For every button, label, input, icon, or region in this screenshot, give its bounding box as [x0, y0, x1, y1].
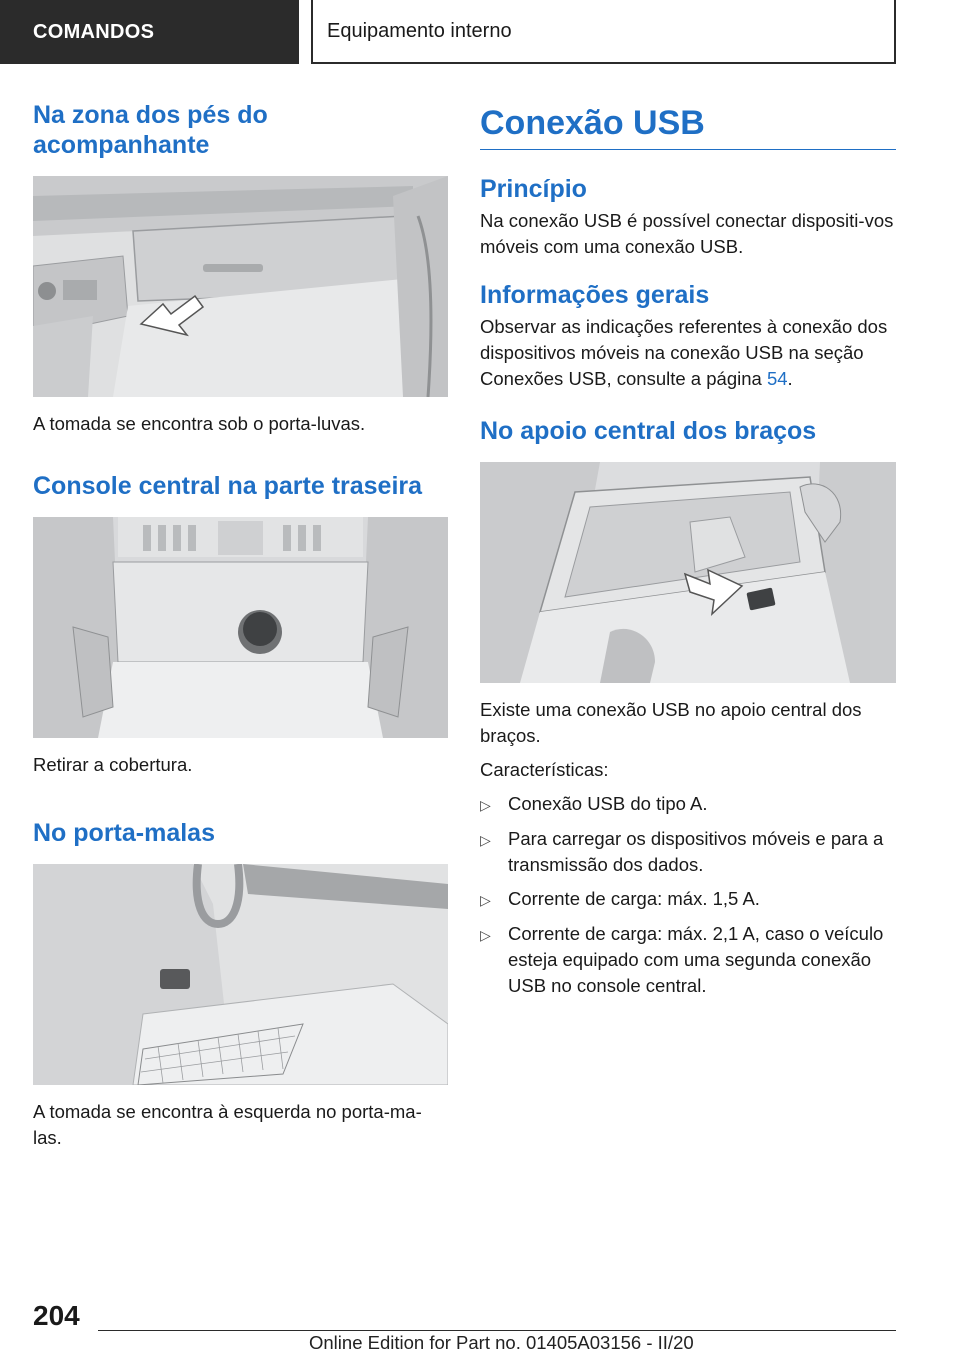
list-item: ▷ Corrente de carga: máx. 2,1 A, caso o veículo esteja equipado com uma segunda conexão USB no console central. [480, 921, 896, 999]
footwell-caption: A tomada se encontra sob o porta-luvas. [33, 413, 366, 434]
page-link[interactable]: 54 [766, 368, 788, 389]
footwell-illustration [33, 176, 448, 397]
bullet-triangle-icon: ▷ [480, 797, 491, 813]
trunk-illustration [33, 864, 448, 1085]
title-rule [480, 149, 896, 150]
list-item: ▷ Conexão USB do tipo A. [480, 791, 896, 818]
header-chapter: Equipamento interno [311, 0, 896, 64]
features-label: Características: [480, 759, 609, 780]
principle-text: Na conexão USB é possível conectar dispositi-vos móveis com uma conexão USB. [480, 210, 894, 257]
edition-text: Online Edition for Part no. 01405A03156 - II/20 [309, 1332, 694, 1353]
footwell-heading: Na zona dos pés do acompanhante [33, 101, 268, 159]
footer-rule [98, 1330, 896, 1331]
usb-title: Conexão USB [480, 104, 705, 142]
armrest-heading: No apoio central dos braços [480, 417, 817, 445]
rear-console-heading: Console central na parte traseira [33, 472, 423, 500]
bullet-triangle-icon: ▷ [480, 832, 491, 848]
rear-console-caption: Retirar a cobertura. [33, 754, 193, 775]
armrest-text: Existe uma conexão USB no apoio central dos braços. [480, 699, 862, 746]
armrest-illustration [480, 462, 896, 683]
features-list [480, 791, 896, 999]
principle-heading: Princípio [480, 175, 587, 203]
bullet-triangle-icon: ▷ [480, 927, 491, 943]
trunk-caption: A tomada se encontra à esquerda no porta-ma-las. [33, 1101, 422, 1148]
trunk-heading: No porta-malas [33, 819, 215, 847]
list-item: ▷ Corrente de carga: máx. 1,5 A. [480, 886, 896, 913]
list-item: ▷ Para carregar os dispositivos móveis e para a transmissão dos dados. [480, 826, 896, 878]
left-column [33, 100, 448, 1151]
general-info-heading: Informações gerais [480, 281, 710, 309]
right-column [480, 100, 896, 999]
rear-console-illustration [33, 517, 448, 738]
bullet-triangle-icon: ▷ [480, 892, 491, 908]
header-section: COMANDOS [0, 0, 299, 64]
general-info-text: Observar as indicações referentes à conexão dos dispositivos móveis na conexão USB na seção Conexões USB, consulte a página 54. [480, 316, 888, 389]
page-number: 204 [33, 1300, 80, 1331]
